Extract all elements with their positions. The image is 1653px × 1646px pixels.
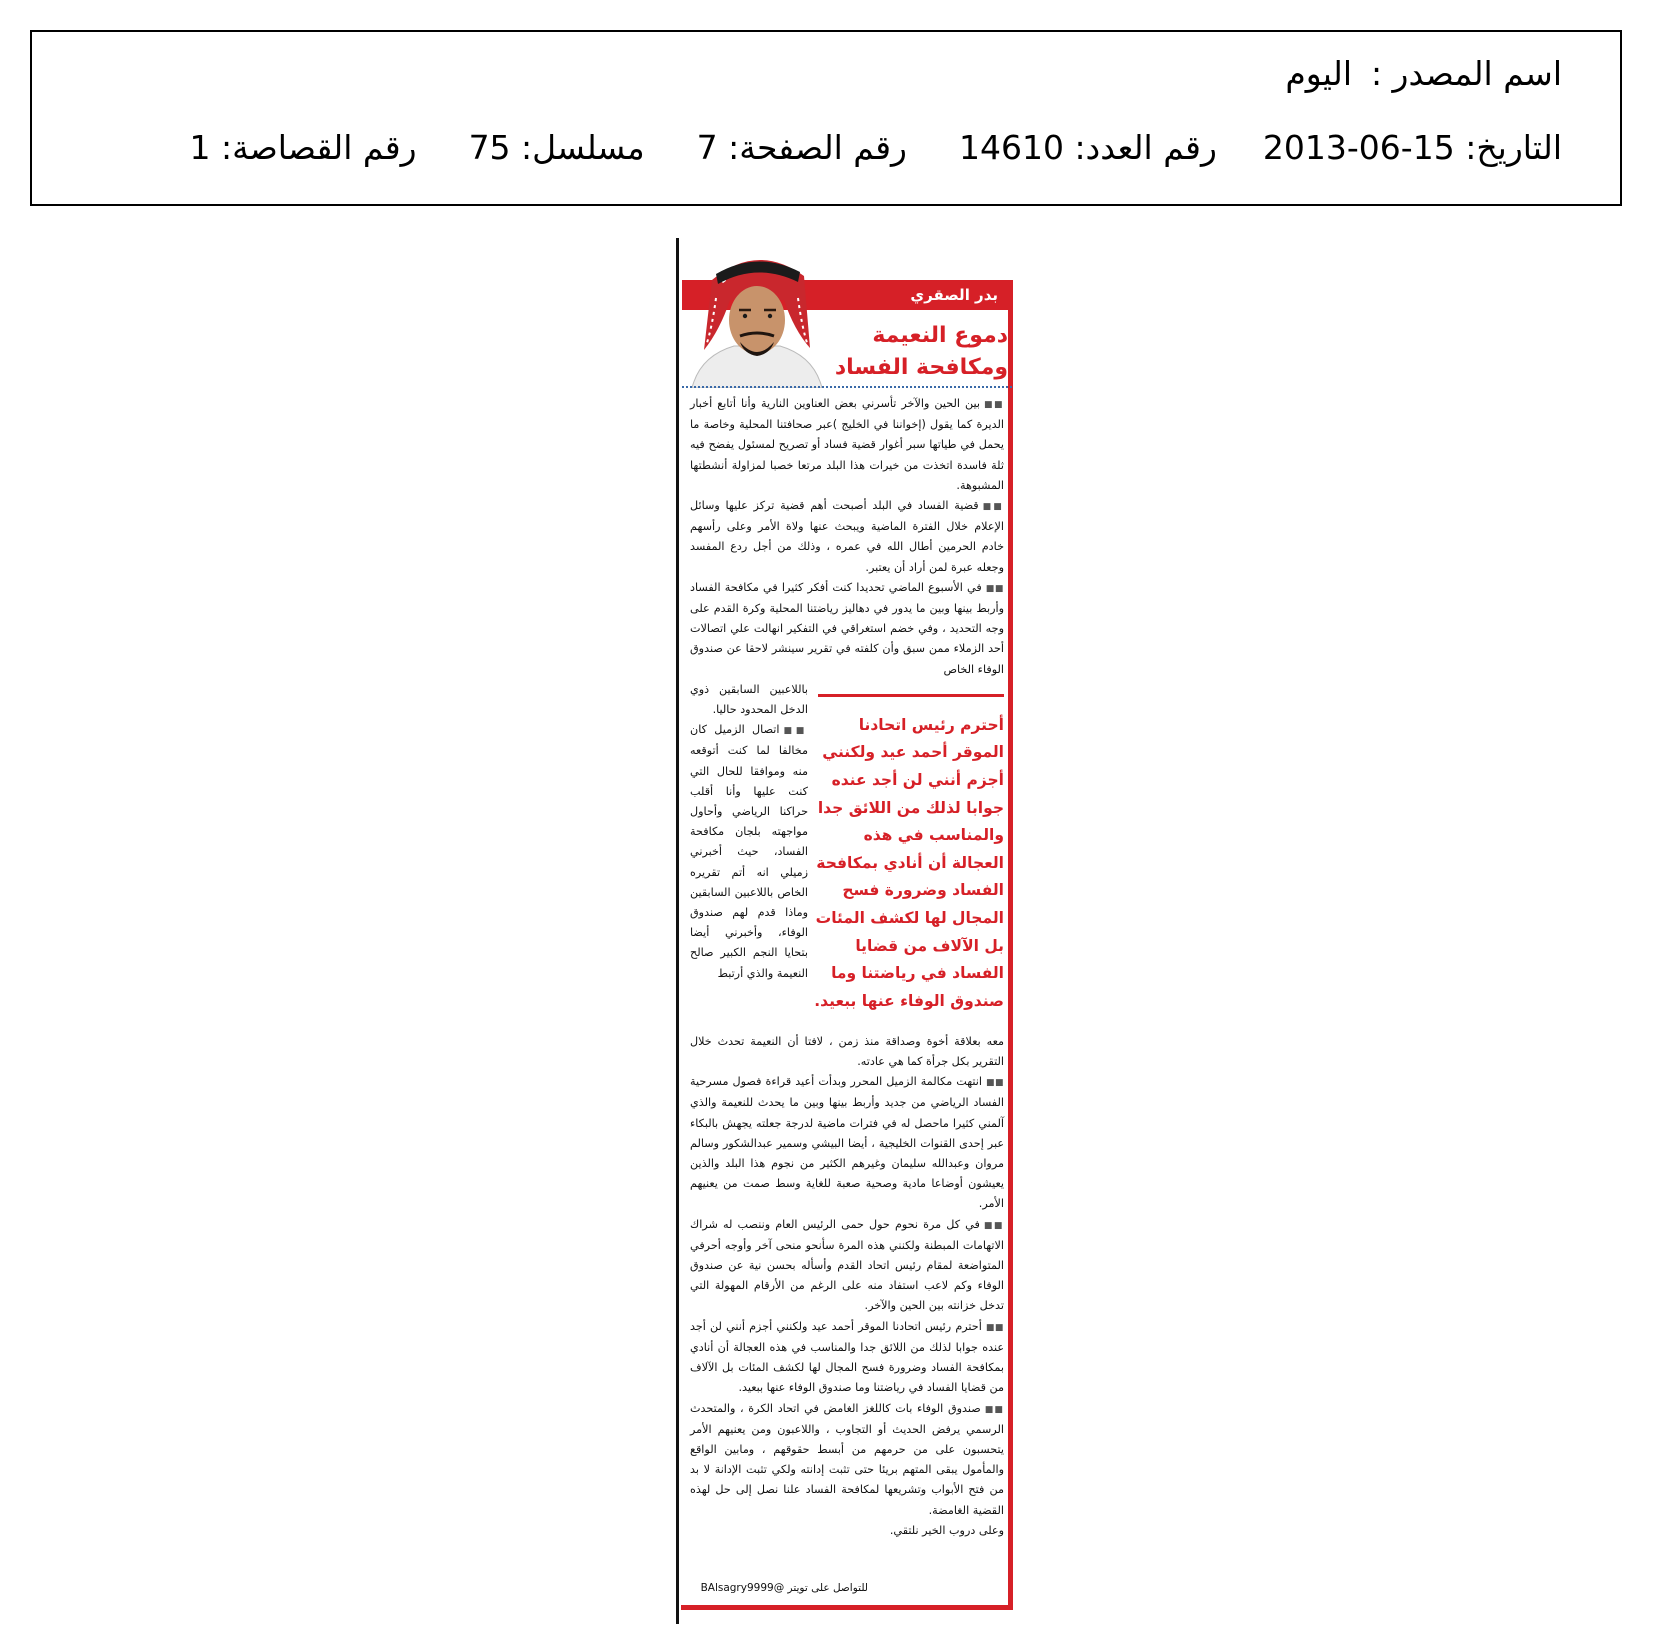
newspaper-clipping [676, 238, 1020, 1624]
metadata-line-source [72, 54, 1562, 94]
column-left-rule [676, 238, 679, 1624]
source-label: اسم المصدر : [1370, 54, 1562, 93]
pull-quote-rule [818, 694, 1004, 697]
pull-quote: أحترم رئيس اتحادنا الموقر أحمد عيد ولكنني أجزم أنني لن أجد عنده جوابا لذلك من اللائق جدا والمناسب في هذه العجالة أن أنادي بمكافحة الفساد وضرورة فسح المجال لها لكشف المئات بل الآلاف من قضايا الفساد في رياضتنا وما صندوق الوفاء عنها ببعيد. [814, 715, 1004, 1010]
paragraph-8: ■■صندوق الوفاء بات كاللغز الغامض في اتحاد الكرة ، والمتحدث الرسمي يرفض الحديث أو التجاوب ، واللاعبون ومن يعنيهم الأمر يتحسبون على من حرمهم من أبسط حقوقهم ، ومابين الواقع والمأمول يبقى المتهم بريئا حتى تثبت إدانته ولكي تثبت الإدانة لا بد من فتح الأبواب وتشريعها لمكافحة الفساد علنا نصل إلى حل لهذه القضية الغامضة. [690, 1401, 1004, 1517]
date-field: التاريخ: 15-06-2013 [1262, 128, 1562, 167]
title-line-2: ومكافحة الفساد [834, 355, 1008, 380]
metadata-box [30, 30, 1622, 206]
metadata-line-details [72, 128, 1562, 168]
paragraph-2: ■■قضية الفساد في البلد أصبحت أهم قضية تركز عليها وسائل الإعلام خلال الفترة الماضية ويبحث عنها ولاة الأمر وعلى رأسهم خادم الحرمين أطال الله في عمره ، وذلك من أجل ردع المفسد وجعله عبرة لمن أراد أن يعتبر. [690, 499, 1004, 574]
bullet-icon: ■■ [983, 1220, 1004, 1231]
bullet-icon: ■■ [984, 1404, 1004, 1415]
paragraph-3-continued: باللاعبين السابقين ذوي الدخل المحدود حاليا. [690, 682, 808, 717]
pull-quote-section [690, 680, 1004, 1032]
paragraph-1: ■■بين الحين والآخر تأسرني بعض العناوين النارية وأنا أتابع أخبار الديرة كما يقول (إخواننا في الخليج )عبر صحافتنا المحلية وخاصة ما يحمل في طياتها سبر أغوار قضية فساد أو تصريح لمسئول يفضح فيه ثلة فاسدة اتخذت من خيرات هذا البلد مرتعا خصبا لمزاولة أنشطتها المشبوهة. [690, 397, 1004, 492]
title-divider [682, 386, 1012, 388]
bullet-icon: ■■ [984, 400, 1004, 410]
author-byline: بدر الصقري [910, 286, 998, 304]
bullet-icon: ■■ [985, 583, 1004, 594]
bullet-icon: ■■ [985, 1322, 1004, 1333]
serial-field: مسلسل: 75 [468, 128, 645, 167]
paragraph-6: ■■في كل مرة نحوم حول حمى الرئيس العام وننصب له شراك الاتهامات المبطنة ولكنني هذه المرة سأنحو منحى آخر وأوجه أحرفي المتواضعة لمقام رئيس اتحاد القدم وأسأله بحسن نية عن صندوق الوفاء وكم لاعب استفاد منه على الرغم من الأرقام المهولة التي تدخل خزانته بين الحين والآخر. [690, 1217, 1004, 1313]
twitter-contact: للتواصل على تويتر @BAlsagry9999 [700, 1582, 868, 1594]
paragraph-7: ■■أحترم رئيس اتحادنا الموقر أحمد عيد ولكنني أجزم أنني لن أجد عنده جوابا لذلك من اللائق جدا والمناسب في هذه العجالة أن أنادي بمكافحة الفساد وضرورة فسح المجال لها لكشف المئات بل الآلاف من قضايا الفساد في رياضتنا وما صندوق الوفاء عنها ببعيد. [690, 1319, 1004, 1395]
article-title [828, 320, 1008, 384]
issue-number-field: رقم العدد: 14610 [958, 128, 1217, 167]
paragraph-3: ■■في الأسبوع الماضي تحديدا كنت أفكر كثيرا في مكافحة الفساد وأربط بينها وبين ما يدور في دهاليز رياضتنا المحلية وكرة القدم على وجه التحديد ، وفي خضم استغراقي في التفكير انهالت علي اتصالات أحد الزملاء ممن سبق وأن كلفته في تقرير سينشر لاحقا عن صندوق الوفاء الخاص [690, 580, 1004, 676]
article-body [690, 394, 1004, 1541]
paragraph-4-continued: معه بعلاقة أخوة وصداقة منذ زمن ، لافتا أن النعيمة تحدث خلال التقرير بكل جرأة كما هي عادته. [690, 1034, 1004, 1069]
bullet-icon: ■■ [986, 1078, 1004, 1089]
paragraph-4: ■■اتصال الزميل كان مخالفا لما كنت أتوقعه منه وموافقا للحال التي كنت عليها وأنا أقلب حراكنا الرياضي وأحاول مواجهته بلجان مكافحة الفساد، حيث أخبرني زميلي انه أتم تقريره الخاص باللاعبين السابقين وماذا قدم لهم صندوق الوفاء، وأخبرني أيضا بتحايا النجم الكبير صالح النعيمة والذي أرتبط [690, 723, 808, 980]
narrow-column [690, 680, 808, 984]
clip-number-field: رقم القصاصة: 1 [189, 128, 417, 167]
page-number-field: رقم الصفحة: 7 [696, 128, 907, 167]
closing-line: وعلى دروب الخير نلتقي. [889, 1523, 1004, 1537]
bullet-icon: ■■ [783, 726, 808, 737]
paragraph-5: ■■انتهت مكالمة الزميل المحرر وبدأت أعيد قراءة فصول مسرحية الفساد الرياضي من جديد وأربط بينها وبين ما يحدث للنعيمة والذي آلمني كثيرا ماحصل له في فترات ماضية لدرجة جعلته يجهش بالبكاء عبر إحدى القنوات الخليجية ، أيضا البيشي وسمير عبدالشكور وسالم مروان وعبدالله سليمان وغيرهم الكثير من نجوم هذا البلد والذين يعيشون أوضاعا مادية وصحية صعبة للغاية وسط صمت من يعنيهم الأمر. [690, 1075, 1004, 1211]
title-line-1: دموع النعيمة [872, 323, 1008, 348]
source-value: اليوم [1285, 54, 1352, 93]
bullet-icon: ■■ [982, 502, 1004, 513]
author-portrait-icon [682, 238, 832, 388]
